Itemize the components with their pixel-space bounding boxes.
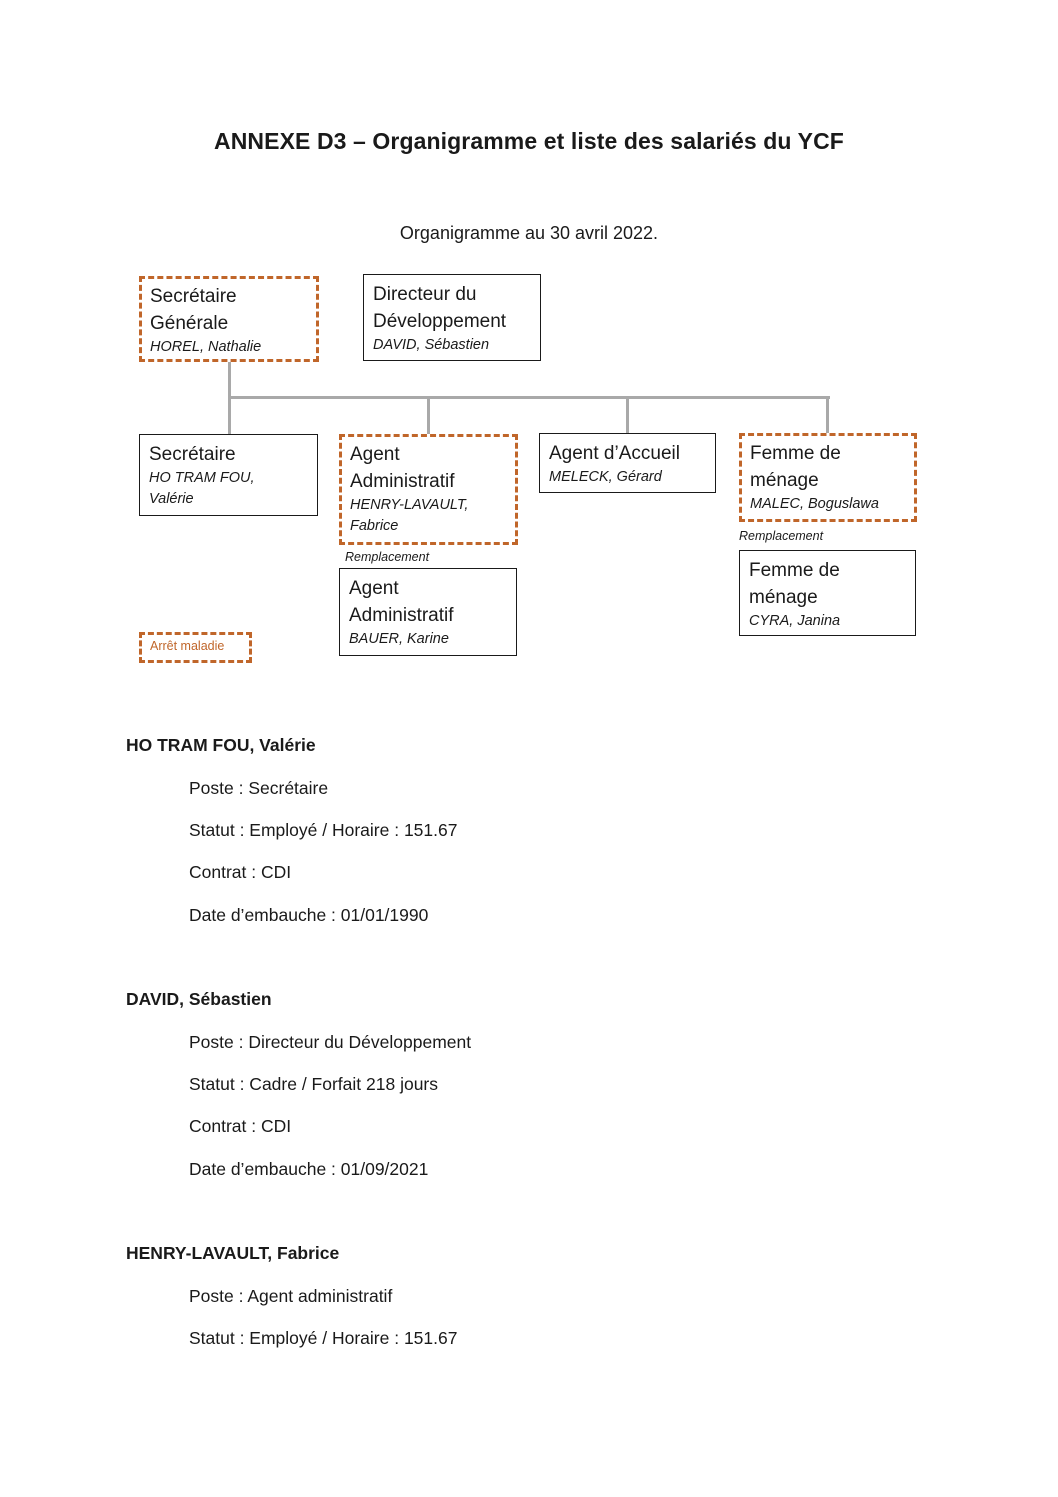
- employee-detail: Statut : Employé / Horaire : 151.67: [189, 820, 458, 840]
- person-name: HENRY-LAVAULT,: [350, 497, 469, 513]
- role-label: Administratif: [350, 471, 455, 492]
- employee-detail: Contrat : CDI: [189, 862, 292, 882]
- org-box-agent-administratif-remplacement: [339, 568, 517, 656]
- connector-drop-secretaire: [228, 396, 231, 435]
- connector-drop-menage: [826, 396, 829, 434]
- employee-detail: Contrat : CDI: [189, 1116, 292, 1136]
- page-title: ANNEXE D3 – Organigramme et liste des salariés du YCF: [214, 128, 844, 154]
- replacement-note: Remplacement: [739, 529, 824, 543]
- person-name: Valérie: [149, 491, 194, 507]
- employee-detail: Statut : Employé / Horaire : 151.67: [189, 1328, 458, 1348]
- person-name: Fabrice: [350, 518, 399, 534]
- person-name: HOREL, Nathalie: [150, 339, 262, 355]
- role-label: Agent: [350, 444, 400, 465]
- role-label: Agent: [349, 578, 399, 599]
- role-label: Secrétaire: [149, 444, 236, 465]
- org-box-agent-accueil: [539, 433, 716, 493]
- role-label: ménage: [749, 587, 818, 608]
- person-name: MELECK, Gérard: [549, 469, 662, 485]
- person-name: DAVID, Sébastien: [373, 337, 490, 353]
- employee-name: HO TRAM FOU, Valérie: [126, 735, 316, 755]
- org-box-directeur-developpement: [363, 274, 541, 361]
- employee-detail: Date d’embauche : 01/09/2021: [189, 1159, 429, 1179]
- employee-detail: Statut : Cadre / Forfait 218 jours: [189, 1074, 439, 1094]
- org-box-femme-de-menage: [739, 433, 917, 522]
- replacement-note: Remplacement: [345, 550, 430, 564]
- org-box-agent-administratif: [339, 434, 518, 545]
- role-label: Femme de: [749, 560, 840, 581]
- person-name: MALEC, Boguslawa: [750, 496, 879, 512]
- org-box-femme-de-menage-remplacement: [739, 550, 916, 636]
- employee-detail: Poste : Agent administratif: [189, 1286, 393, 1306]
- role-label: Générale: [150, 313, 229, 334]
- employee-detail: Poste : Directeur du Développement: [189, 1032, 472, 1052]
- connector-drop-accueil: [626, 396, 629, 434]
- connector-horizontal: [228, 396, 830, 399]
- employee-detail: Date d’embauche : 01/01/1990: [189, 905, 429, 925]
- employee-name: DAVID, Sébastien: [126, 989, 272, 1009]
- role-label: ménage: [750, 470, 819, 491]
- role-label: Femme de: [750, 443, 841, 464]
- employee-name: HENRY-LAVAULT, Fabrice: [126, 1243, 340, 1263]
- person-name: BAUER, Karine: [349, 631, 449, 647]
- employee-detail: Poste : Secrétaire: [189, 778, 329, 798]
- org-box-secretaire-generale: [139, 276, 319, 362]
- connector-drop-agent-admin: [427, 396, 430, 435]
- org-chart-subtitle: Organigramme au 30 avril 2022.: [399, 223, 659, 243]
- org-box-secretaire: [139, 434, 318, 516]
- person-name: CYRA, Janina: [749, 613, 841, 629]
- connector-vertical-main: [228, 361, 231, 399]
- person-name: HO TRAM FOU,: [149, 470, 255, 486]
- role-label: Secrétaire: [150, 286, 237, 307]
- role-label: Directeur du: [373, 284, 477, 305]
- legend-arret-maladie: Arrêt maladie: [139, 632, 252, 663]
- role-label: Administratif: [349, 605, 454, 626]
- role-label: Développement: [373, 311, 507, 332]
- role-label: Agent d’Accueil: [549, 443, 680, 464]
